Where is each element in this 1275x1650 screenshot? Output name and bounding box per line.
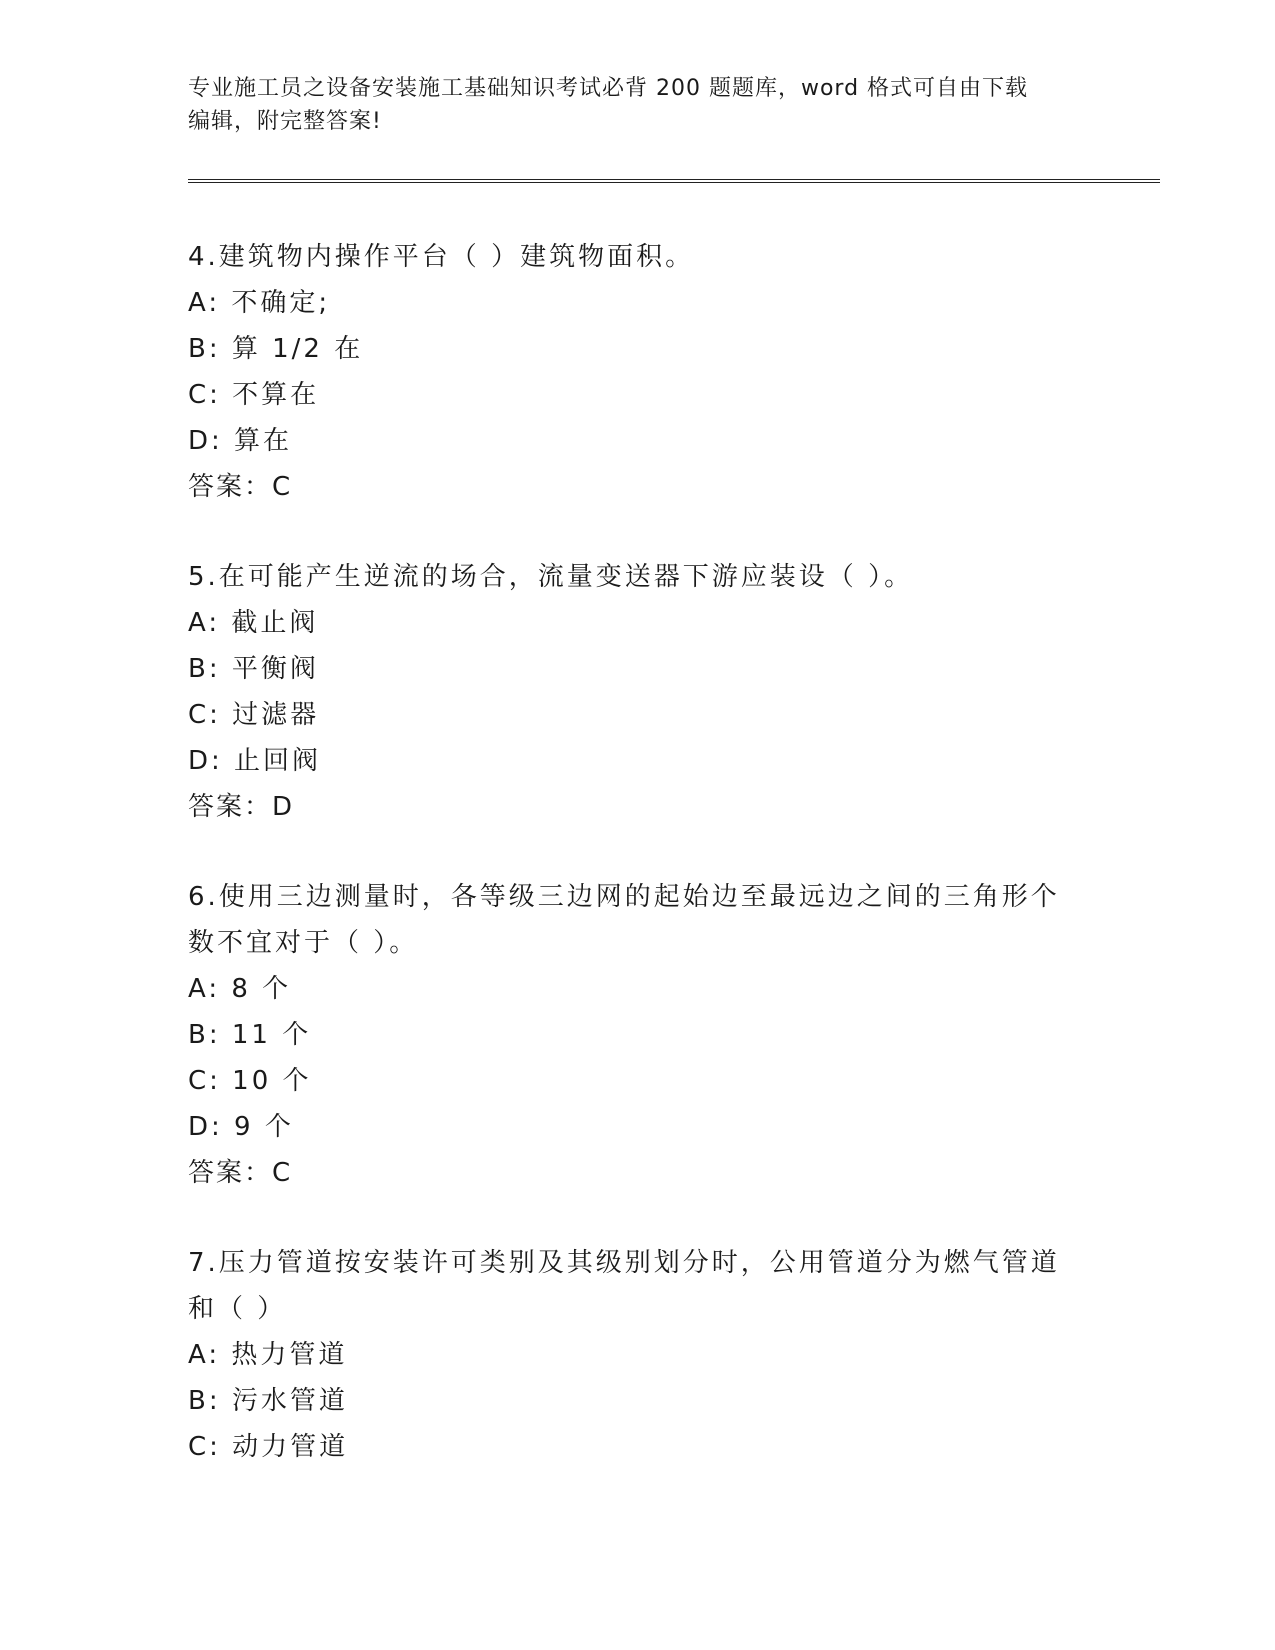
option-a: A: 热力管道 <box>188 1340 348 1370</box>
question-6 <box>188 874 1088 1196</box>
option-b: B: 11 个 <box>188 1020 312 1050</box>
option-b: B: 算 1/2 在 <box>188 334 364 364</box>
option-b: B: 平衡阀 <box>188 654 319 684</box>
question-5 <box>188 554 1088 830</box>
question-stem-line-2: 数不宜对于（ ）。 <box>188 928 419 958</box>
answer: 答案：D <box>188 792 295 822</box>
question-stem: 4.建筑物内操作平台（ ）建筑物面积。 <box>188 242 695 272</box>
option-d: D: 算在 <box>188 426 293 456</box>
option-d: D: 9 个 <box>188 1112 294 1142</box>
answer: 答案：C <box>188 472 293 502</box>
question-4 <box>188 234 1088 510</box>
header-title-line-1: 专业施工员之设备安装施工基础知识考试必背 200 题题库，word 格式可自由下载 <box>188 76 1029 101</box>
question-stem: 5.在可能产生逆流的场合，流量变送器下游应装设（ ）。 <box>188 562 914 592</box>
header-title-line-2: 编辑，附完整答案! <box>188 109 382 134</box>
question-stem-line-1: 7.压力管道按安装许可类别及其级别划分时，公用管道分为燃气管道 <box>188 1248 1060 1278</box>
option-a: A: 不确定; <box>188 288 331 318</box>
option-c: C: 过滤器 <box>188 700 320 730</box>
option-c: C: 动力管道 <box>188 1432 349 1462</box>
header-divider <box>188 179 1160 183</box>
question-stem-line-2: 和（ ） <box>188 1294 287 1324</box>
document-header <box>188 72 1088 138</box>
option-a: A: 8 个 <box>188 974 292 1004</box>
question-7 <box>188 1240 1088 1470</box>
option-d: D: 止回阀 <box>188 746 322 776</box>
option-c: C: 不算在 <box>188 380 320 410</box>
option-b: B: 污水管道 <box>188 1386 348 1416</box>
question-stem-line-1: 6.使用三边测量时，各等级三边网的起始边至最远边之间的三角形个 <box>188 882 1060 912</box>
question-list <box>188 234 1088 1514</box>
answer: 答案：C <box>188 1158 293 1188</box>
option-a: A: 截止阀 <box>188 608 319 638</box>
option-c: C: 10 个 <box>188 1066 312 1096</box>
